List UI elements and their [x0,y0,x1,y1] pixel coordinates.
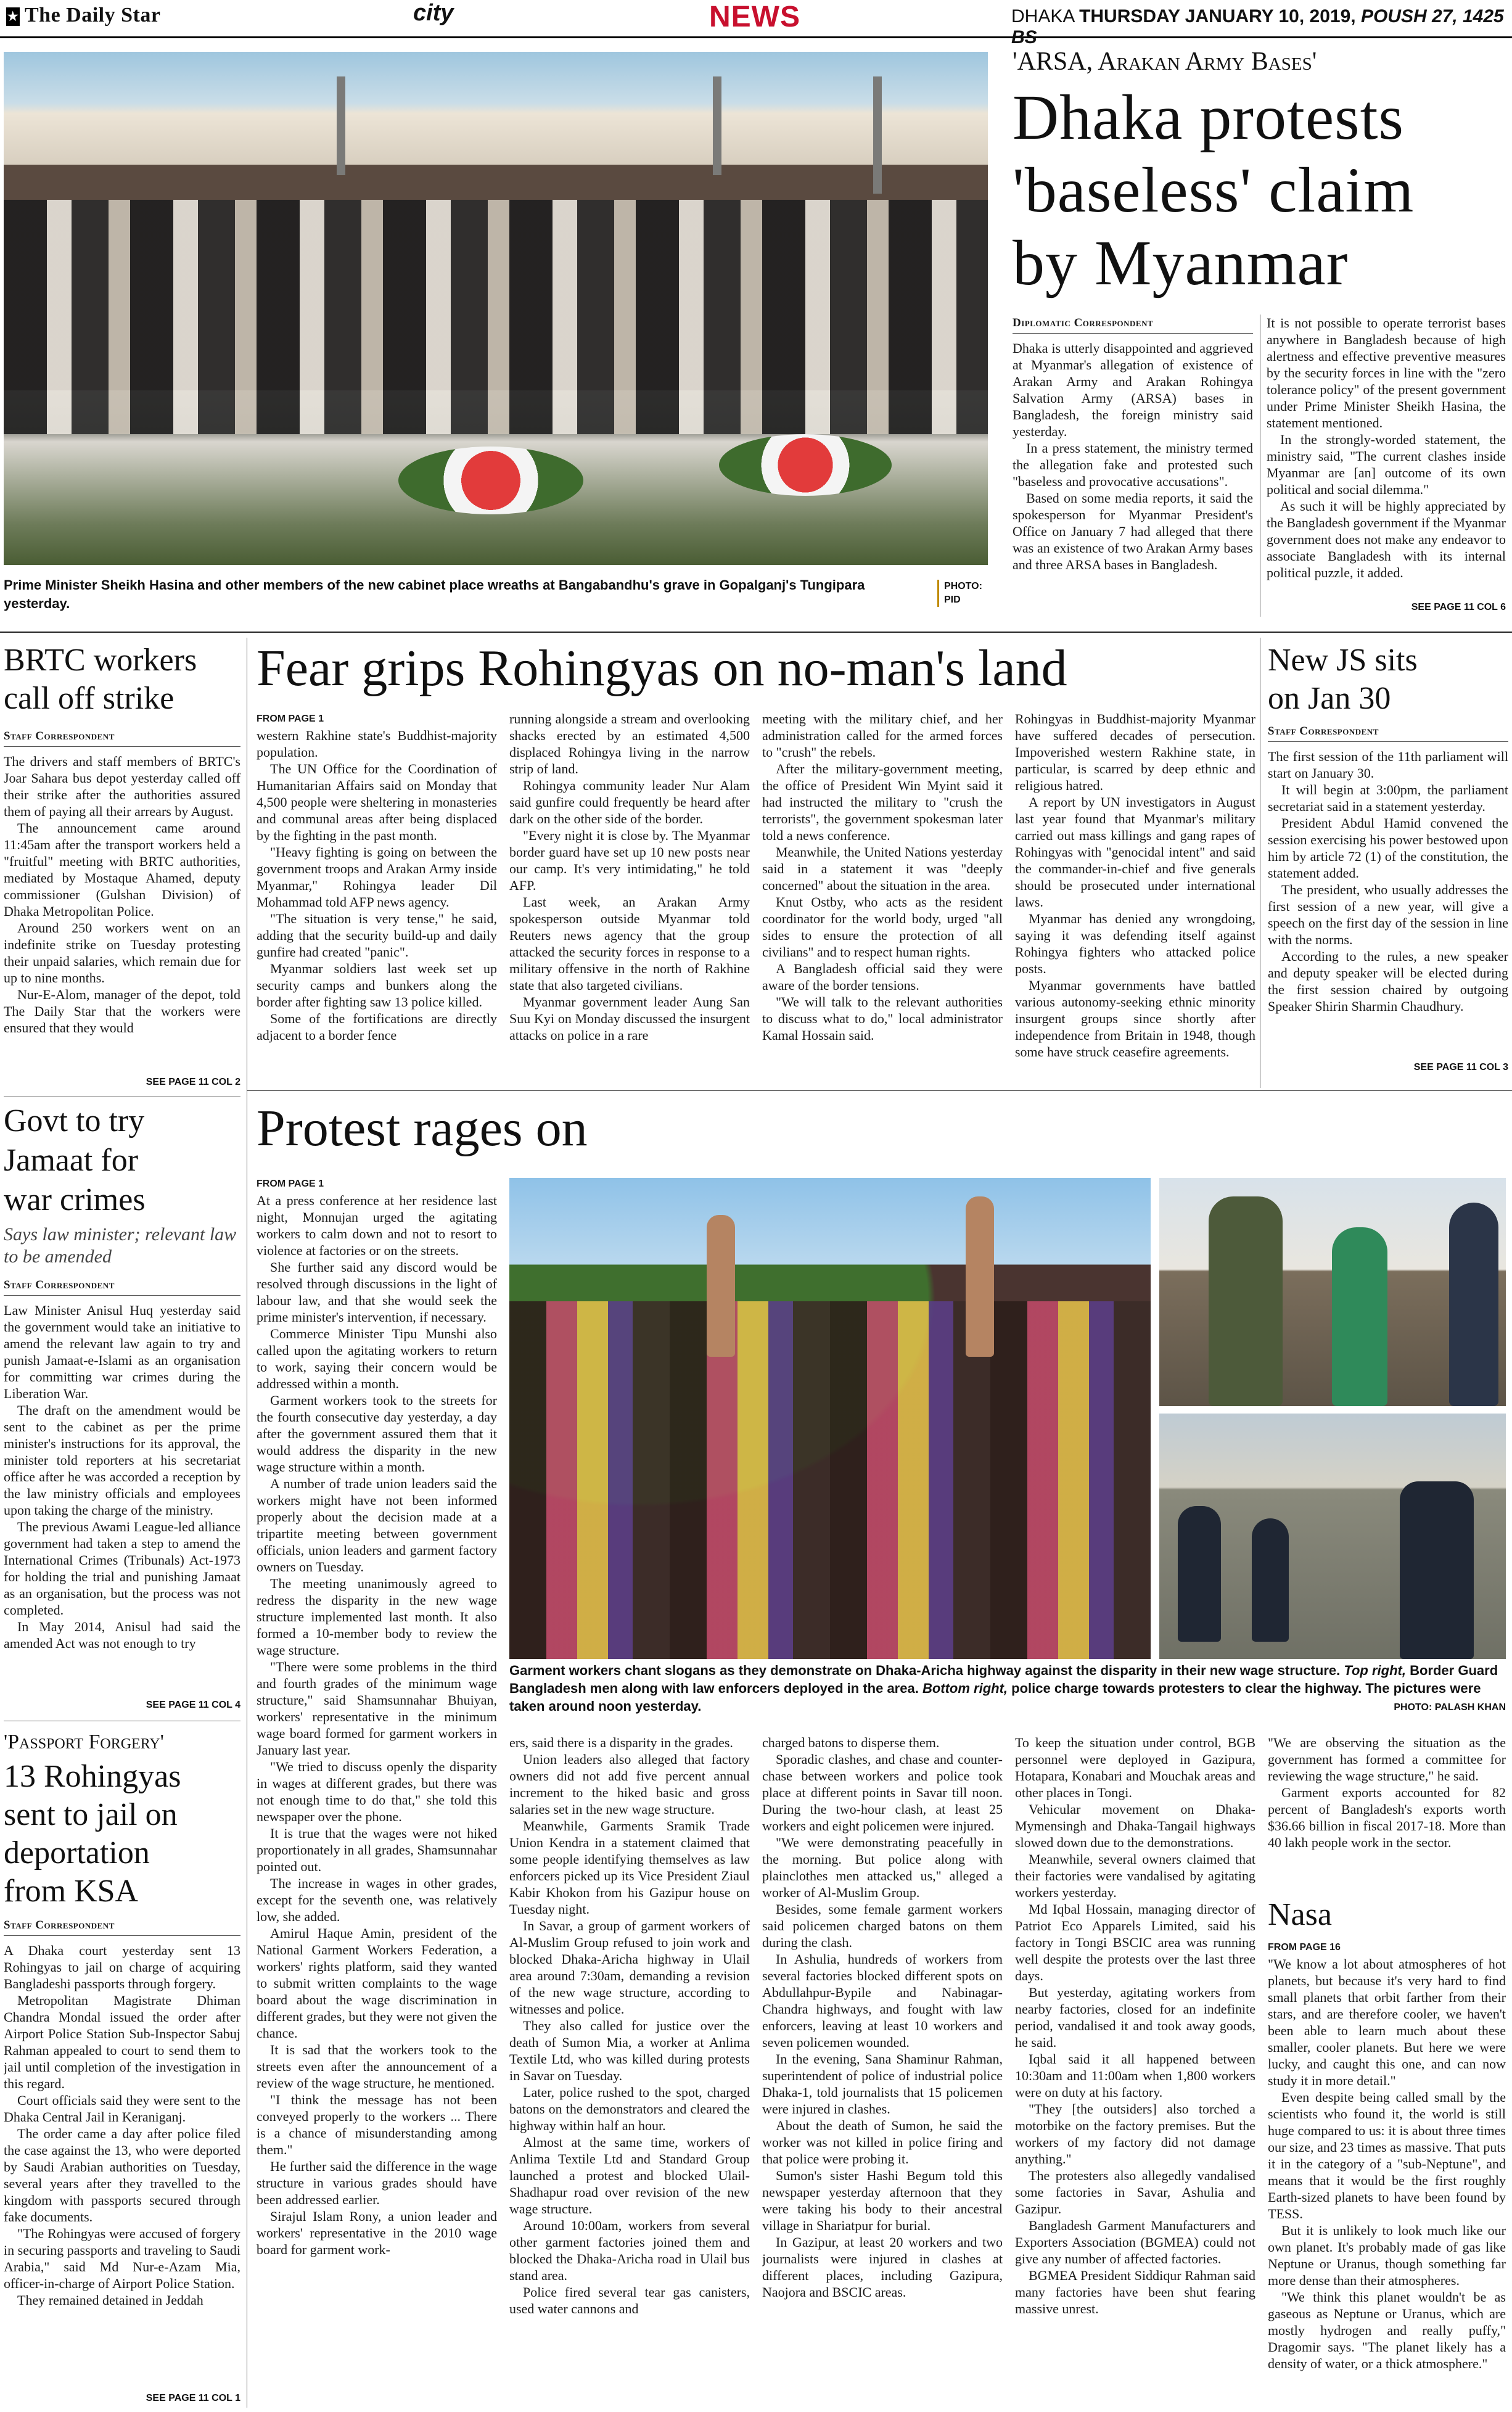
jamaat-headline-line: Jamaat for [4,1143,139,1178]
protest-para: But yesterday, agitating workers from nearby factories, closed for an indefinite period, vandalised it and took away goods, he said. [1015,1985,1255,2050]
jamaat-byline: Staff Correspondent [4,1277,240,1296]
rohingya-para: Rohingya community leader Nur Alam said gunfire could frequently be heard after dark on the other side of the border. [509,778,750,826]
arsa-column-1 [1013,315,1253,660]
rohingya-column-3 [762,710,1003,1080]
arsa-headline-line: Dhaka protests [1013,82,1404,153]
arsa-headline-line: by Myanmar [1013,228,1349,298]
protest-para: In Gazipur, at least 20 workers and two journalists were injured in clashes at different places, including Gazipura, Naojora and BSCIC areas. [762,2234,1003,2300]
rohingya-para: western Rakhine state's Buddhist-majority population. [257,728,497,760]
caption-police: police charge towards protesters to clear the highway. The pictures were taken around noon yesterday. [509,1681,1481,1714]
rohingya-para: "We will talk to the relevant authorities to discuss what to do," local administrator Kamal Hossain said. [762,994,1003,1043]
arsa-para: In the strongly-worded statement, the ministry said, "The current clashes inside Myanmar are [an] outcome of its own political and social dilemma." [1267,432,1506,497]
rohingya-from-page: FROM PAGE 1 [257,714,324,724]
photo-garment-workers [509,1178,1151,1659]
jamaat-headline-line: war crimes [4,1182,146,1217]
date-main: THURSDAY JANUARY 10, 2019, [1079,6,1356,27]
caption-top-right: Top right, [1344,1663,1406,1678]
nasa-para: "We think this planet wouldn't be as gaseous as Neptune or Uranus, which are mostly hydrogen and really puffy," Dragomir says. "The planet likely has a density of water, or a thick atmosphere." [1268,2289,1506,2371]
rohingya-para: After the military-government meeting, the office of President Win Myint said it had instructed the military to "crush the terrorists", the government spokesman later told a news conference. [762,761,1003,843]
rohingya-para: Last week, an Arakan Army spokesperson outside Myanmar told Reuters news agency that the group attacked the security forces in response to a military offensive in the north of Rakhine state that also targeted civilians. [509,894,750,993]
protest-para: Sumon's sister Hashi Begum told this newspaper yesterday afternoon that they were taking his body to their ancestral village in Shariatpur for burial. [762,2168,1003,2233]
rohingya-para: The UN Office for the Coordination of Humanitarian Affairs said on Monday that 4,500 people were sheltering in monasteries and communal areas after being displaced by the fighting in the past month. [257,761,497,843]
brtc-para: The drivers and staff members of BRTC's Joar Sahara bus depot yesterday called off their strike after the authorities assured them of paying all their arrears by August. [4,754,240,819]
protest-from-page: FROM PAGE 1 [257,1179,324,1189]
protest-para: They also called for justice over the death of Sumon Mia, a worker at Anlima Textile Ltd, who was killed during protests in Savar on Tuesday. [509,2018,750,2083]
protest-column-3 [762,1734,1003,2404]
rohingya-para: Myanmar has denied any wrongdoing, saying it was defending itself against Rohingya fighters who attacked police posts. [1015,911,1255,976]
protest-para: BGMEA President Siddiqur Rahman said many factories have been shut fearing massive unrest. [1015,2268,1255,2316]
deport-headline-line: from KSA [4,1874,139,1909]
protest-para: To keep the situation under control, BGB personnel were deployed in Gazipura, Hotapara, Konabari and Mouchak areas and other places in Tongi. [1015,1735,1255,1800]
protest-para: Garment exports accounted for 82 percent of Bangladesh's exports worth $36.66 billion in fiscal 2017-18. More than 40 lakh people work in the sector. [1268,1785,1506,1850]
photo-police-charge [1159,1414,1506,1659]
js-para: The first session of the 11th parliament will start on January 30. [1268,749,1508,781]
rohingya-para: A report by UN investigators in August last year found that Myanmar's military carried out mass killings and gang rapes of Rohingyas with "genocidal intent" and said the commander-in-chief and five generals should be prosecuted under international laws. [1015,794,1255,910]
masthead [0,0,1512,47]
brtc-jump-link[interactable]: SEE PAGE 11 COL 2 [146,1077,240,1087]
js-para: President Abdul Hamid convened the session exercising his power bestowed upon him by article 72 (1) of the constitution, the statement added. [1268,815,1508,881]
protest-para: Md Iqbal Hossain, managing director of Patriot Eco Apparels Limited, said his factory in Tongi BSCIC area was running well despite the protests over the last three days. [1015,1901,1255,1983]
nasa-para: Even despite being called small by the scientists who found it, the world is still huge compared to us: it is about three times our size, and 23 times as massive. That puts it in the category of a "sub-Neptune", and means that it would be the first roughly Earth-sized planets to have been found by TESS. [1268,2089,1506,2221]
brtc-headline [4,641,240,718]
deport-para: "The Rohingyas were accused of forgery in securing passports and traveling to Saudi Arabia," said Md Nur-e-Azam Mia, officer-in-charge of Airport Police Station. [4,2226,240,2291]
nasa-column [1268,1939,1506,2404]
arsa-para: It is not possible to operate terrorist bases anywhere in Bangladesh because of high alertness and effective preventive measures by the security forces in line with the "zero tolerance policy" of the present government under Prime Minister Sheikh Hasina, the statement mentioned. [1267,315,1506,430]
protest-para: Almost at the same time, workers of Anlima Textile Ltd and Standard Group launched a protest and blocked Ulail-Shadhapur road over revision of the new wage structure. [509,2134,750,2216]
deport-kicker: 'Passport Forgery' [4,1731,164,1753]
protest-para: Meanwhile, Garments Sramik Trade Union Kendra in a statement claimed that some people identifying themselves as law enforcers picked up its Vice President Ziaul Kabir Khokon from his Gazipur house on Tuesday night. [509,1818,750,1917]
rohingya-para: "Heavy fighting is going on between the government troops and Arakan Army inside Myanmar," Rohingya leader Dil Mohammad told AFP news agency. [257,844,497,910]
js-headline-line: New JS sits [1268,643,1418,678]
protest-para: In the evening, Sana Shaminur Rahman, superintendent of police of industrial police Dhaka-1, told journalists that 15 policemen were injured in clashes. [762,2051,1003,2117]
caption-guard: Border Guard Bangladesh men along with law enforcers deployed in the area. [509,1663,1498,1696]
deport-para: The order came a day after police filed the case against the 13, who were deported by Saudi Arabian authorities on Tuesday, several years after they travelled to the kingdom with passports secured through fake documents. [4,2126,240,2225]
protest-para: Commerce Minister Tipu Munshi also called upon the agitating workers to return to work, saying their concern would be addressed within a month. [257,1326,497,1391]
js-headline-line: on Jan 30 [1268,681,1391,716]
deport-headline-line: sent to jail on [4,1797,178,1832]
deport-byline: Staff Correspondent [4,1917,240,1936]
protest-para: He further said the difference in the wage structure in various grades should have been addressed earlier. [257,2159,497,2207]
rohingya-para: Myanmar soldiers last week set up security camps and bunkers along the border after fighting saw 13 police killed. [257,961,497,1010]
photo-border-guard [1159,1178,1506,1406]
js-byline: Staff Correspondent [1268,723,1508,742]
js-para: The president, who usually addresses the first session of a new year, will give a speech on the first day of the session in line with the norms. [1268,882,1508,947]
protest-para: In Savar, a group of garment workers of Al-Muslim Group refused to join work and blocked Dhaka-Aricha highway in Ulail area around 7:30am, demanding a revision of the new wage structure, according to witnesses and police. [509,1918,750,2017]
arsa-para: Dhaka is utterly disappointed and aggrieved at Myanmar's allegation of existence of Arakan Army and Arakan Rohingya Salvation Army (ARSA) bases in Bangladesh, the foreign ministry said yesterday. [1013,340,1253,439]
brtc-para: Nur-E-Alom, manager of the depot, told The Daily Star that the workers were ensured that they would [4,987,240,1035]
caption-main: Garment workers chant slogans as they demonstrate on Dhaka-Aricha highway against the disparity in their new wage structure. [509,1663,1341,1678]
rohingya-para: meeting with the military chief, and her administration called for the armed forces to "crush" the rebels. [762,711,1003,760]
js-para: It will begin at 3:00pm, the parliament secretariat said in a statement yesterday. [1268,782,1508,814]
protest-column-2 [509,1734,750,2404]
rohingya-column-1 [257,710,497,1080]
protest-para: The increase in wages in other grades, except for the seventh one, was relatively low, she added. [257,1875,497,1924]
star-logo-icon: ★ [6,7,20,26]
protest-photo-credit: PHOTO: PALASH KHAN [1394,1702,1506,1713]
top-photo-credit: PHOTO: PID [937,580,987,607]
deport-para: Court officials said they were sent to the Dhaka Central Jail in Keraniganj. [4,2093,240,2125]
arsa-byline: Diplomatic Correspondent [1013,315,1253,334]
protest-para: Sirajul Islam Rony, a union leader and workers' representative in the 2010 wage board for garment work- [257,2208,497,2257]
deport-para: Metropolitan Magistrate Dhiman Chandra Mondal issued the order after Airport Police Station Sub-Inspector Sabuj Rahman appealed to court to send them to jail until completion of the investigation in this regard. [4,1993,240,2091]
rohingya-para: Myanmar government leader Aung San Suu Kyi on Monday discussed the insurgent attacks on police in a rare [509,994,750,1043]
brtc-headline-line: BRTC workers [4,643,197,678]
nasa-from-page: FROM PAGE 16 [1268,1942,1341,1953]
date-city: DHAKA [1011,6,1074,27]
rohingya-column-2 [509,710,750,1080]
date-bs: POUSH 27, 1425 BS [1011,6,1504,47]
brtc-byline: Staff Correspondent [4,728,240,747]
deport-headline-line: 13 Rohingyas [4,1759,181,1794]
protest-para: "We tried to discuss openly the disparity in wages at different grades, but there was not enough time to do that," she told this newspaper over the phone. [257,1759,497,1824]
protest-para: Iqbal said it all happened between 10:30am and 11:00am when 1,800 workers were on duty at his factory. [1015,2051,1255,2100]
deport-para: A Dhaka court yesterday sent 13 Rohingyas to jail on charge of acquiring Bangladeshi passports through forgery. [4,1943,240,1991]
deport-headline [4,1758,240,1911]
arsa-para: In a press statement, the ministry termed the allegation fake and protested such "baseless and provocative accusations". [1013,440,1253,489]
rohingya-para: Meanwhile, the United Nations yesterday said in a statement it was "deeply concerned" about the situation in the area. [762,844,1003,893]
jamaat-headline [4,1101,240,1220]
page-label: NEWS [709,1,800,33]
protest-column-1 [257,1175,497,2403]
photo-wreath-ceremony [4,52,988,565]
protest-para: "They [the outsiders] also torched a motorbike on the factory premises. But the workers of my factory did not damage anything." [1015,2101,1255,2167]
protest-para: Later, police rushed to the spot, charged batons on the demonstrators and cleared the highway within half an hour. [509,2085,750,2133]
protest-para: Bangladesh Garment Manufacturers and Exporters Association (BGMEA) could not give any number of affected factories. [1015,2218,1255,2266]
brtc-para: The announcement came around 11:45am after the transport workers held a "fruitful" meeting with BRTC authorities, mediated by Mostaque Ahamed, deputy commissioner (Gulshan Division) of Dhaka Metropolitan Police. [4,820,240,919]
protest-para: She further said any discord would be resolved through discussions in the light of labour law, and that she would seek the prime minister's intervention, if necessary. [257,1259,497,1325]
protest-para: Garment workers took to the streets for the fourth consecutive day yesterday, a day after the government assured them that it would address the disparity in the new wage structure within a month. [257,1393,497,1475]
nasa-para: But it is unlikely to look much like our own planet. It's probably made of gas like Neptune or Uranus, though something far more dense than their atmospheres. [1268,2223,1506,2288]
rohingya-para: "Every night it is close by. The Myanmar border guard have set up 10 new posts near our camp. It's very intimidating," he told AFP. [509,828,750,893]
protest-para: The meeting unanimously agreed to redress the disparity in the new wage structure implemented last month. It also formed a 10-member body to review the wage structure. [257,1576,497,1658]
section-name: city [413,0,454,26]
arsa-column-2 [1267,315,1506,599]
js-jump-link[interactable]: SEE PAGE 11 COL 3 [1413,1062,1508,1072]
protest-para: Police fired several tear gas canisters, used water cannons and [509,2284,750,2316]
protest-para: It is true that the wages were not hiked proportionately in all grades, Shamsunnahar pointed out. [257,1825,497,1874]
protest-para: About the death of Sumon, he said the worker was not killed in police firing and that police were probing it. [762,2118,1003,2167]
js-column [1268,723,1508,1058]
rohingya-para: Myanmar governments have battled various autonomy-seeking ethnic minority insurgent groups since shortly after independence from Britain in 1948, though some have struck ceasefire agreements. [1015,978,1255,1060]
arsa-para: As such it will be highly appreciated by the Bangladesh government if the Myanmar government does not make any endeavor to associate Bangladesh with its internal political puzzle, it added. [1267,498,1506,580]
arsa-para: Based on some media reports, it said the spokesperson for Myanmar President's Office on January 7 had alleged that there was an existence of two Arakan Army bases and three ARSA bases in Bangladesh. [1013,490,1253,572]
protest-para: Sporadic clashes, and chase and counter-chase between workers and police took place at different points in Savar till noon. During the two-hour clash, at least 25 workers and eight policemen were injured. [762,1751,1003,1834]
masthead-logo[interactable] [6,4,160,27]
jamaat-para: In May 2014, Anisul had said the amended Act was not enough to try [4,1619,240,1651]
protest-para: charged batons to disperse them. [762,1735,940,1750]
protest-para: "I think the message has not been conveyed properly to the workers ... There is a chance of misunderstanding among them." [257,2092,497,2157]
rohingya-column-4 [1015,710,1255,1080]
protest-para: Amirul Haque Amin, president of the National Garment Workers Federation, a workers' rights platform, said they wanted to submit written complaints to the wage board about the wage discrimination in different grades, but they were not given the chance. [257,1925,497,2041]
protest-para: ers, said there is a disparity in the grades. [509,1735,733,1750]
rohingya-para: Rohingyas in Buddhist-majority Myanmar have suffered decades of persecution. Impoverished western Rakhine state, in particular, is scarred by deep ethnic and religious hatred. [1015,711,1255,793]
js-para: According to the rules, a new speaker and deputy speaker will be elected during the first session chaired by outgoing Speaker Shirin Sharmin Chaudhury. [1268,949,1508,1014]
deport-para: They remained detained in Jeddah [17,2292,203,2308]
deport-column [4,1917,240,2389]
jamaat-para: The previous Awami League-led alliance government had taken a step to amend the International Crimes (Tribunals) Act-1973 for holding the trial and punishing Jamaat as an organisation, but the process was not completed. [4,1519,240,1618]
protest-column-4 [1015,1734,1255,2404]
jamaat-column [4,1277,240,1697]
protest-para: Around 10:00am, workers from several other garment factories joined them and blocked the Dhaka-Aricha road in Ulail bus stand area. [509,2218,750,2283]
arsa-jump-link[interactable]: SEE PAGE 11 COL 6 [1411,602,1506,612]
dateline [1011,6,1512,48]
nasa-headline: Nasa [1268,1897,1332,1932]
deport-headline-line: deportation [4,1835,150,1871]
caption-bottom-right: Bottom right, [922,1681,1008,1696]
protest-para: "There were some problems in the third and fourth grades of the minimum wage structure," said Shamsunnahar Bhuiyan, workers' representative in the minimum wage board formed for garment workers in January last year. [257,1659,497,1758]
protest-para: Vehicular movement on Dhaka-Mymensingh and Dhaka-Tangail highways slowed down due to the demonstrations. [1015,1801,1255,1850]
nasa-para: "We know a lot about atmospheres of hot planets, but because it's very hard to find small planets that orbit farther from their stars, and are therefore cooler, we haven't been able to learn much about these smaller, cooler planets. But here we were lucky, and caught this one, and can now study it in more detail." [1268,1956,1506,2088]
arsa-headline [1013,81,1414,300]
protest-para: In Ashulia, hundreds of workers from several factories blocked different spots on Abdullahpur-Bypile and Nabinagar-Chandra highways, and fought with law enforcers, leaving at least 10 workers and seven policemen wounded. [762,1951,1003,2050]
jamaat-para: The draft on the amendment would be sent to the cabinet as per the prime minister's instructions for its approval, the minister told reporters at his secretariat office after he was accorded a reception by the law ministry officials and employees upon taking the charge of the ministry. [4,1402,240,1518]
brtc-column [4,728,240,1073]
rohingya-para: A Bangladesh official said they were aware of the border tensions. [762,961,1003,993]
protest-para: Besides, some female garment workers said policemen charged batons on them during the clash. [762,1901,1003,1950]
brtc-para: Around 250 workers went on an indefinite strike on Tuesday protesting their unpaid salaries, which remain due for up to nine months. [4,920,240,986]
js-headline [1268,641,1508,718]
protest-para: The protesters also allegedly vandalised some factories in Savar, Ashulia and Gazipur. [1015,2168,1255,2216]
protest-column-5 [1268,1734,1506,1895]
jamaat-para: Law Minister Anisul Huq yesterday said the government would take an initiative to amend the relevant law again to try and punish Jamaat-e-Islami as an organisation for committing war crimes during the Liberation War. [4,1303,240,1401]
rohingya-headline: Fear grips Rohingyas on no-man's land [257,640,1067,697]
jamaat-deck: Says law minister; relevant law to be amended [4,1224,237,1267]
rohingya-para: Knut Ostby, who acts as the resident coordinator for the world body, urged "all sides to ensure the protection of all civilians" and to respect human rights. [762,894,1003,960]
rohingya-para: "The situation is very tense," he said, adding that the security build-up and daily gunfire had created "panic". [257,911,497,960]
protest-para: "We were demonstrating peacefully in the morning. But police along with plainclothes men attacked us," alleged a worker of Al-Muslim Group. [762,1835,1003,1900]
jamaat-jump-link[interactable]: SEE PAGE 11 COL 4 [146,1700,240,1710]
jamaat-headline-line: Govt to try [4,1103,145,1138]
rohingya-para: running alongside a stream and overlooking shacks erected by an estimated 4,500 displaced Rohingya living in the narrow strip of land. [509,711,750,776]
protest-para: "We are observing the situation as the government has formed a committee for reviewing the wage structure," he said. [1268,1735,1506,1784]
rohingya-para: Some of the fortifications are directly adjacent to a border fence [257,1011,497,1043]
protest-para: At a press conference at her residence last night, Monnujan urged the agitating workers to calm down and not to resort to violence at factories or on the streets. [257,1193,497,1258]
protest-para: It is sad that the workers took to the streets even after the announcement of a review of the wage structure, he mentioned. [257,2042,497,2091]
logo-text: The Daily Star [25,4,161,27]
protest-para: A number of trade union leaders said the workers might have not been informed properly about the decision made at a tripartite meeting between government officials, union leaders and garment factory owners on Tuesday. [257,1476,497,1574]
arsa-headline-line: 'baseless' claim [1013,155,1415,226]
arsa-kicker: 'ARSA, Arakan Army Bases' [1013,47,1317,76]
protest-para: Meanwhile, several owners claimed that their factories were vandalised by agitating workers yesterday. [1015,1851,1255,1900]
brtc-headline-line: call off strike [4,681,175,716]
protest-para: Union leaders also alleged that factory owners did not add five percent annual increment to the hiked basic and gross salaries set in the new wage structure. [509,1751,750,1817]
top-photo-caption: Prime Minister Sheikh Hasina and other members of the new cabinet place wreaths at Bangabandhu's grave in Gopalganj's Tungipara yesterday. [4,577,865,611]
protest-headline: Protest rages on [257,1100,588,1157]
deport-jump-link[interactable]: SEE PAGE 11 COL 1 [146,2393,240,2403]
